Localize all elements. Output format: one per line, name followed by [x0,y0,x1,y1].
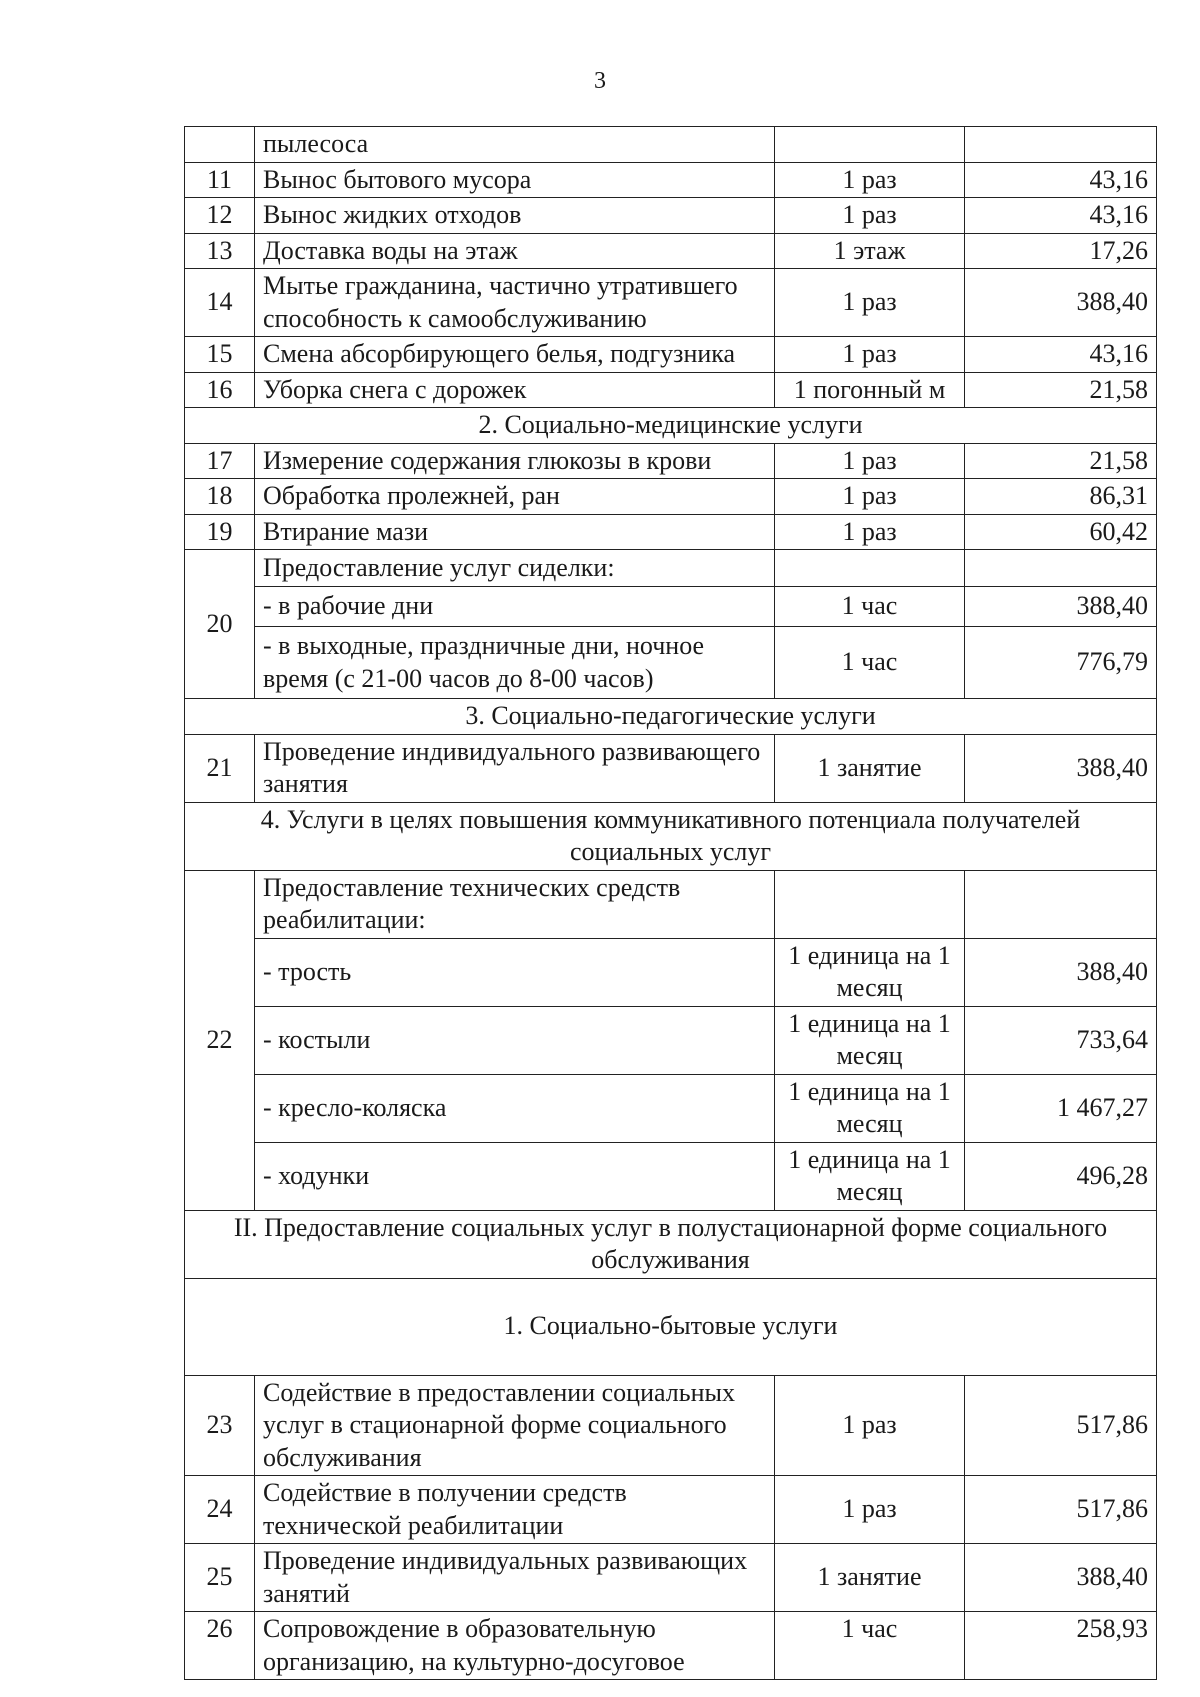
service-price: 43,16 [965,162,1157,198]
table-row [185,162,1157,198]
service-unit: 1 раз [775,1476,965,1544]
service-name: - ходунки [255,1142,775,1210]
table-subrow [185,1074,1157,1142]
service-price: 517,86 [965,1476,1157,1544]
service-name: - трость [255,938,775,1006]
table-row [185,443,1157,479]
row-number: 23 [185,1375,255,1476]
service-name: Доставка воды на этаж [255,233,775,269]
service-price: 388,40 [965,734,1157,802]
service-unit: 1 раз [775,1375,965,1476]
service-unit [775,127,965,163]
row-number: 21 [185,734,255,802]
table-row [185,233,1157,269]
service-name: Измерение содержания глюкозы в крови [255,443,775,479]
service-name: Проведение индивидуальных развивающих занятий [255,1544,775,1612]
row-number: 16 [185,372,255,408]
section-header-row [185,802,1157,870]
service-name: Предоставление технических средств реабилитации: [255,870,775,938]
table-subrow [185,938,1157,1006]
table-subrow [185,627,1157,699]
service-price [965,127,1157,163]
service-name: Предоставление услуг сиделки: [255,550,775,587]
service-price: 86,31 [965,479,1157,515]
service-name: Обработка пролежней, ран [255,479,775,515]
row-number: 20 [185,550,255,699]
table-row [185,514,1157,550]
service-unit: 1 занятие [775,1544,965,1612]
section-title: 1. Социально-бытовые услуги [185,1278,1157,1375]
section-header-row [185,1210,1157,1278]
service-price: 43,16 [965,198,1157,234]
service-price: 21,58 [965,443,1157,479]
service-unit: 1 час [775,587,965,627]
service-price: 17,26 [965,233,1157,269]
service-unit: 1 раз [775,514,965,550]
service-name: Вынос жидких отходов [255,198,775,234]
service-price [965,870,1157,938]
row-number: 25 [185,1544,255,1612]
service-unit: 1 раз [775,269,965,337]
table-row [185,1612,1157,1680]
service-price: 60,42 [965,514,1157,550]
service-name: Смена абсорбирующего белья, подгузника [255,337,775,373]
service-unit: 1 единица на 1 месяц [775,1142,965,1210]
service-unit: 1 единица на 1 месяц [775,1074,965,1142]
table-row [185,269,1157,337]
service-price: 1 467,27 [965,1074,1157,1142]
section-title: II. Предоставление социальных услуг в полустационарной форме социального обслуживания [185,1210,1157,1278]
section-title: 2. Социально-медицинские услуги [185,408,1157,444]
section-header-row [185,699,1157,735]
table-row [185,1544,1157,1612]
table-subrow [185,1006,1157,1074]
service-unit: 1 час [775,1612,965,1680]
service-name: Вынос бытового мусора [255,162,775,198]
service-unit: 1 единица на 1 месяц [775,938,965,1006]
service-price: 388,40 [965,1544,1157,1612]
table-subrow [185,1142,1157,1210]
table-subrow [185,587,1157,627]
row-number: 22 [185,870,255,1210]
service-name: - в выходные, праздничные дни, ночное время (с 21-00 часов до 8-00 часов) [255,627,775,699]
service-unit: 1 этаж [775,233,965,269]
section-title: 3. Социально-педагогические услуги [185,699,1157,735]
service-name: Уборка снега с дорожек [255,372,775,408]
section-header-row [185,408,1157,444]
table-row [185,734,1157,802]
service-price: 258,93 [965,1612,1157,1680]
service-unit: 1 единица на 1 месяц [775,1006,965,1074]
service-name: Сопровождение в образовательную организацию, на культурно-досуговое [255,1612,775,1680]
service-name: - кресло-коляска [255,1074,775,1142]
row-number: 17 [185,443,255,479]
service-unit: 1 раз [775,162,965,198]
table-row [185,870,1157,938]
table-row [185,1375,1157,1476]
table-row [185,372,1157,408]
service-unit: 1 занятие [775,734,965,802]
service-unit: 1 раз [775,198,965,234]
row-number: 12 [185,198,255,234]
service-name: - в рабочие дни [255,587,775,627]
service-name: пылесоса [255,127,775,163]
table-row [185,127,1157,163]
table-row [185,198,1157,234]
service-price: 517,86 [965,1375,1157,1476]
service-name: Содействие в получении средств технической реабилитации [255,1476,775,1544]
row-number: 11 [185,162,255,198]
service-price: 733,64 [965,1006,1157,1074]
service-price: 388,40 [965,269,1157,337]
service-unit [775,870,965,938]
table-row [185,1476,1157,1544]
row-number: 15 [185,337,255,373]
service-unit: 1 раз [775,479,965,515]
row-number: 26 [185,1612,255,1680]
service-price: 21,58 [965,372,1157,408]
service-price: 388,40 [965,587,1157,627]
section-header-row [185,1278,1157,1375]
row-number: 18 [185,479,255,515]
table-row [185,550,1157,587]
section-title: 4. Услуги в целях повышения коммуникативного потенциала получателей социальных услуг [185,802,1157,870]
row-number: 24 [185,1476,255,1544]
service-price: 776,79 [965,627,1157,699]
service-name: Втирание мази [255,514,775,550]
service-price: 388,40 [965,938,1157,1006]
row-number: 14 [185,269,255,337]
service-unit: 1 погонный м [775,372,965,408]
row-number: 13 [185,233,255,269]
page-number: 3 [594,68,606,94]
service-name: Проведение индивидуального развивающего занятия [255,734,775,802]
table-row [185,337,1157,373]
service-price: 43,16 [965,337,1157,373]
service-name: Мытье гражданина, частично утратившего способность к самообслуживанию [255,269,775,337]
row-number [185,127,255,163]
service-price [965,550,1157,587]
row-number: 19 [185,514,255,550]
service-unit [775,550,965,587]
services-price-table [184,126,1157,1680]
table-row [185,479,1157,515]
service-unit: 1 раз [775,443,965,479]
service-unit: 1 раз [775,337,965,373]
service-unit: 1 час [775,627,965,699]
service-name: Содействие в предоставлении социальных услуг в стационарной форме социального обслуживания [255,1375,775,1476]
service-name: - костыли [255,1006,775,1074]
service-price: 496,28 [965,1142,1157,1210]
